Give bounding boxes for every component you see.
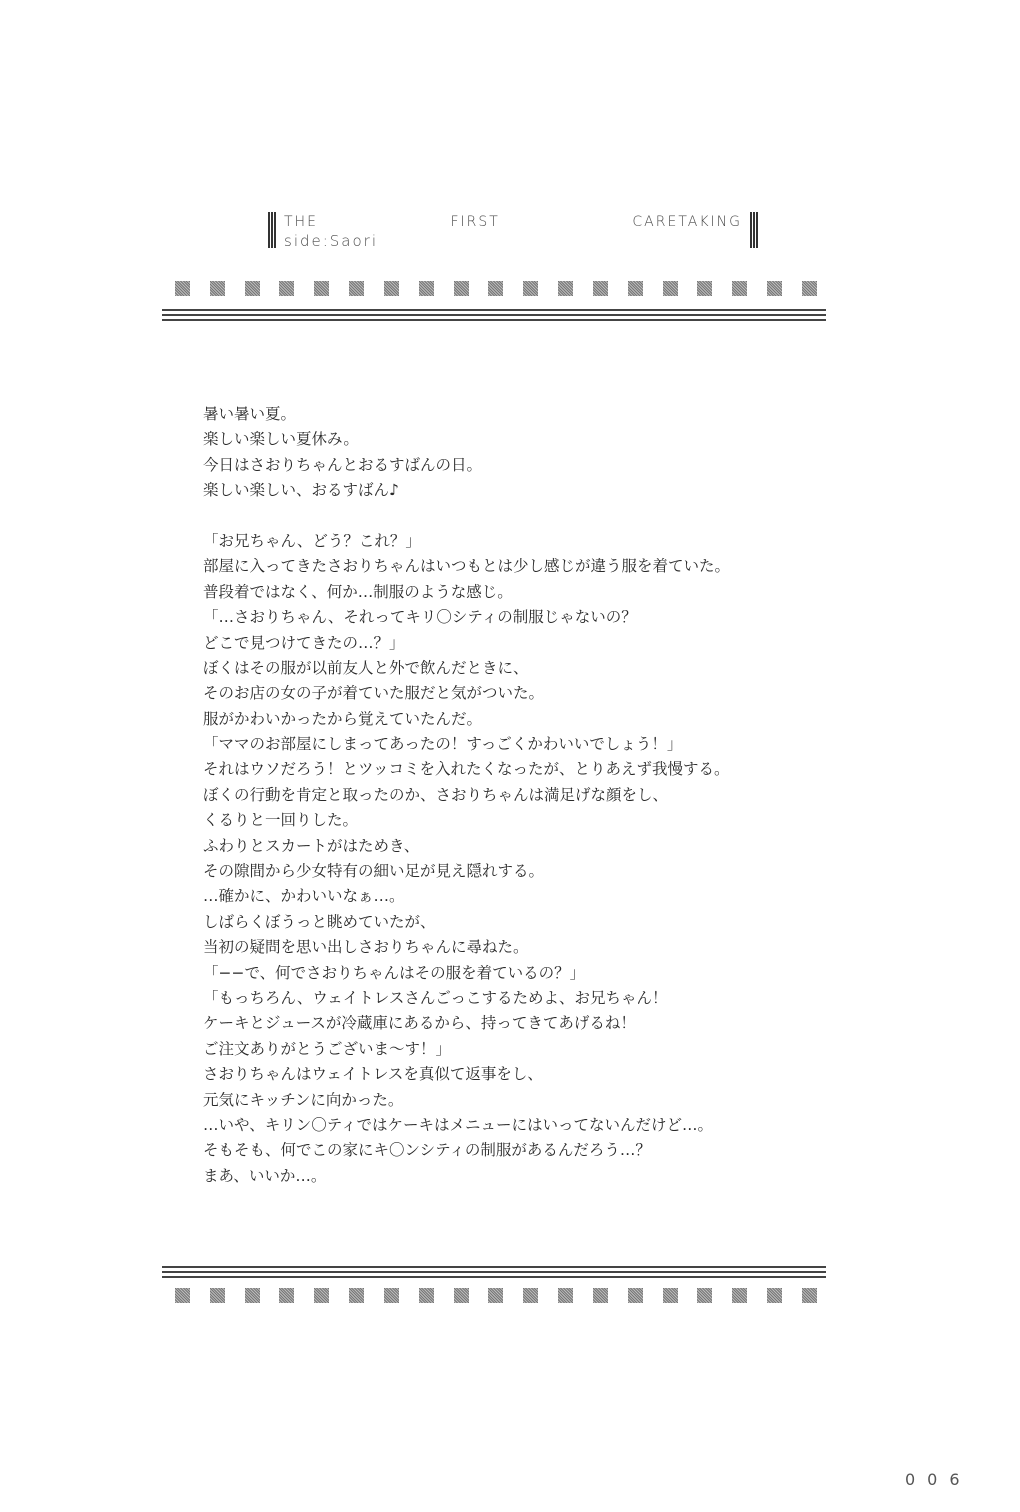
decorative-square — [802, 281, 817, 296]
decorative-square — [663, 281, 678, 296]
decorative-square — [697, 281, 712, 296]
decorative-square — [419, 281, 434, 296]
decorative-square — [175, 281, 190, 296]
chapter-header — [268, 212, 758, 252]
story-line: どこで見つけてきたの…？」 — [203, 633, 405, 652]
decorative-square-row-top — [175, 281, 817, 297]
story-line: 部屋に入ってきたさおりちゃんはいつもとは少し感じが違う服を着ていた。 — [203, 557, 731, 576]
story-line: …いや、キリン〇ティではケーキはメニューにはいってないんだけど…。 — [203, 1115, 713, 1134]
story-line: ケーキとジュースが冷蔵庫にあるから、持ってきてあげるね！ — [203, 1014, 636, 1033]
decorative-square — [523, 1288, 538, 1303]
header-bar-left — [268, 212, 276, 248]
story-line: まあ、いいか…。 — [203, 1166, 327, 1185]
decorative-square — [558, 281, 573, 296]
story-line: さおりちゃんはウェイトレスを真似て返事をし、 — [203, 1065, 543, 1084]
story-line: そのお店の女の子が着ていた服だと気がついた。 — [203, 684, 545, 703]
decorative-square — [558, 1288, 573, 1303]
story-line: 「…さおりちゃん、それってキリ〇シティの制服じゃないの？ — [203, 608, 637, 627]
story-text — [203, 402, 843, 1189]
story-line: 「ママのお部屋にしまってあったの！すっごくかわいいでしょう！」 — [203, 735, 683, 754]
story-line: そもそも、何でこの家にキ〇ンシティの制服があるんだろう…？ — [203, 1141, 651, 1160]
decorative-square — [454, 1288, 469, 1303]
header-bar-right — [750, 212, 758, 248]
story-line: 楽しい楽しい夏休み。 — [203, 430, 359, 449]
decorative-square — [210, 1288, 225, 1303]
decorative-square — [593, 1288, 608, 1303]
story-line: 服がかわいかったから覚えていたんだ。 — [203, 709, 483, 728]
story-line: 暑い暑い夏。 — [203, 405, 297, 423]
decorative-rules-bottom — [162, 1266, 826, 1278]
decorative-square — [175, 1288, 190, 1303]
story-line: 元気にキッチンに向かった。 — [203, 1090, 404, 1109]
decorative-square — [419, 1288, 434, 1303]
decorative-square — [802, 1288, 817, 1303]
decorative-square — [245, 281, 260, 296]
story-line: くるりと一回りした。 — [203, 811, 359, 830]
decorative-square — [210, 281, 225, 296]
decorative-square — [593, 281, 608, 296]
page-number: 006 — [905, 1470, 972, 1489]
decorative-square — [314, 281, 329, 296]
decorative-square — [628, 1288, 643, 1303]
decorative-square — [523, 281, 538, 296]
story-line: 「−−で、何でさおりちゃんはその服を着ているの？」 — [203, 963, 586, 982]
decorative-square — [732, 1288, 747, 1303]
decorative-square — [279, 281, 294, 296]
story-line: 当初の疑問を思い出しさおりちゃんに尋ねた。 — [203, 938, 529, 957]
decorative-square-row-bottom — [175, 1288, 817, 1304]
decorative-square — [279, 1288, 294, 1303]
decorative-rules-top — [162, 309, 826, 321]
story-line: ぼくの行動を肯定と取ったのか、さおりちゃんは満足げな顔をし、 — [203, 785, 669, 804]
story-line: ご注文ありがとうございま〜す！」 — [203, 1039, 452, 1058]
decorative-square — [349, 1288, 364, 1303]
decorative-square — [245, 1288, 260, 1303]
chapter-subtitle: side:Saori — [284, 232, 379, 250]
story-line: しばらくぼうっと眺めていたが、 — [203, 912, 436, 931]
story-line: 今日はさおりちゃんとおるすばんの日。 — [203, 455, 483, 474]
decorative-square — [767, 1288, 782, 1303]
decorative-square — [384, 281, 399, 296]
decorative-square — [732, 281, 747, 296]
decorative-square — [488, 1288, 503, 1303]
story-line: 楽しい楽しい、おるすばん♪ — [203, 481, 399, 500]
story-line: …確かに、かわいいなぁ…。 — [203, 887, 405, 906]
story-line: 「もっちろん、ウェイトレスさんごっこするためよ、お兄ちゃん！ — [203, 988, 668, 1007]
decorative-square — [314, 1288, 329, 1303]
story-line: 普段着ではなく、何か…制服のような感じ。 — [203, 582, 513, 601]
chapter-title: THE FIRST CARETAKING — [284, 214, 742, 230]
decorative-square — [454, 281, 469, 296]
decorative-square — [384, 1288, 399, 1303]
story-line: その隙間から少女特有の細い足が見え隠れする。 — [203, 862, 545, 881]
story-line: ぼくはその服が以前友人と外で飲んだときに、 — [203, 658, 529, 677]
story-line: それはウソだろう！とツッコミを入れたくなったが、とりあえず我慢する。 — [203, 760, 730, 779]
story-line: ふわりとスカートがはためき、 — [203, 836, 420, 855]
decorative-square — [767, 281, 782, 296]
decorative-square — [697, 1288, 712, 1303]
decorative-square — [663, 1288, 678, 1303]
decorative-square — [488, 281, 503, 296]
story-line: 「お兄ちゃん、どう？これ？」 — [203, 531, 421, 550]
decorative-square — [628, 281, 643, 296]
story-line — [203, 504, 843, 529]
decorative-square — [349, 281, 364, 296]
